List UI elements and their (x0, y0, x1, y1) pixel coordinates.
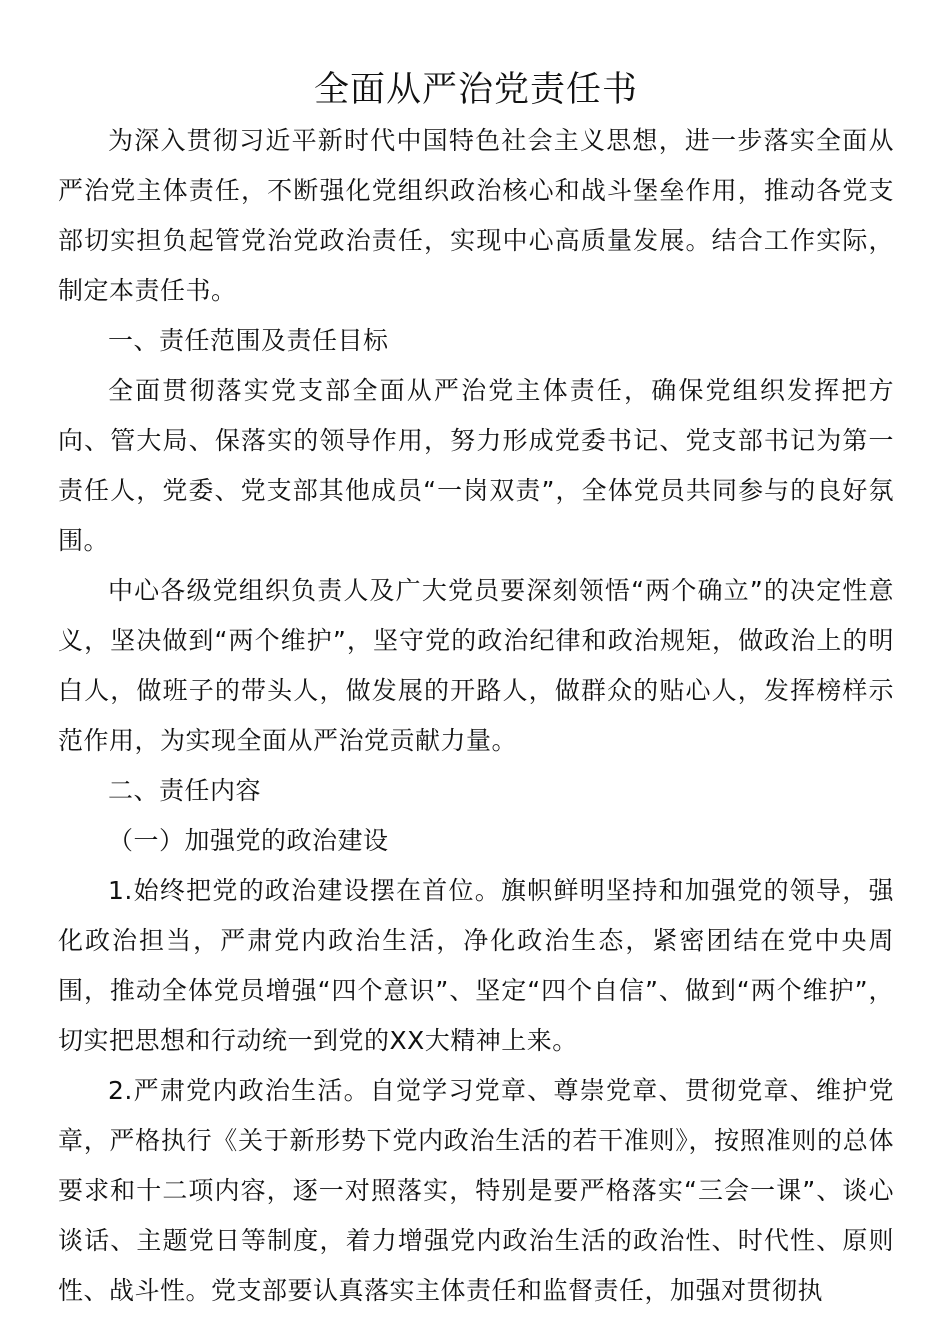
section-2-heading: 二、责任内容 (108, 776, 262, 805)
section-2-paragraph-2: 2.严肃党内政治生活。自觉学习党章、尊崇党章、贯彻党章、维护党章，严格执行《关于新形势下党内政治生活的若干准则》，按照准则的总体要求和十二项内容，逐一对照落实，特别是要严格落实“三会一课”、谈心谈话、主题党日等制度，着力增强党内政治生活的政治性、时代性、原则性、战斗性。党支部要认真落实主体责任和监督责任，加强对贯彻执 (58, 1076, 894, 1305)
section-1-heading: 一、责任范围及责任目标 (108, 326, 389, 355)
section-2-subheading: （一）加强党的政治建设 (108, 826, 389, 855)
section-2-paragraph-1: 1.始终把党的政治建设摆在首位。旗帜鲜明坚持和加强党的领导，强化政治担当，严肃党内政治生活，净化政治生态，紧密团结在党中央周围，推动全体党员增强“四个意识”、坚定“四个自信”、做到“两个维护”，切实把思想和行动统一到党的XX大精神上来。 (58, 876, 894, 1055)
document-title: 全面从严治党责任书 (313, 70, 638, 110)
intro-paragraph: 为深入贯彻习近平新时代中国特色社会主义思想，进一步落实全面从严治党主体责任，不断强化党组织政治核心和战斗堡垒作用，推动各党支部切实担负起管党治党政治责任，实现中心高质量发展。结合工作实际，制定本责任书。 (58, 126, 894, 305)
section-1-paragraph-2: 中心各级党组织负责人及广大党员要深刻领悟“两个确立”的决定性意义，坚决做到“两个维护”，坚守党的政治纪律和政治规矩，做政治上的明白人，做班子的带头人，做发展的开路人，做群众的贴心人，发挥榜样示范作用，为实现全面从严治党贡献力量。 (58, 576, 894, 755)
section-1-paragraph-1: 全面贯彻落实党支部全面从严治党主体责任，确保党组织发挥把方向、管大局、保落实的领导作用，努力形成党委书记、党支部书记为第一责任人，党委、党支部其他成员“一岗双责”，全体党员共同参与的良好氛围。 (58, 376, 894, 555)
